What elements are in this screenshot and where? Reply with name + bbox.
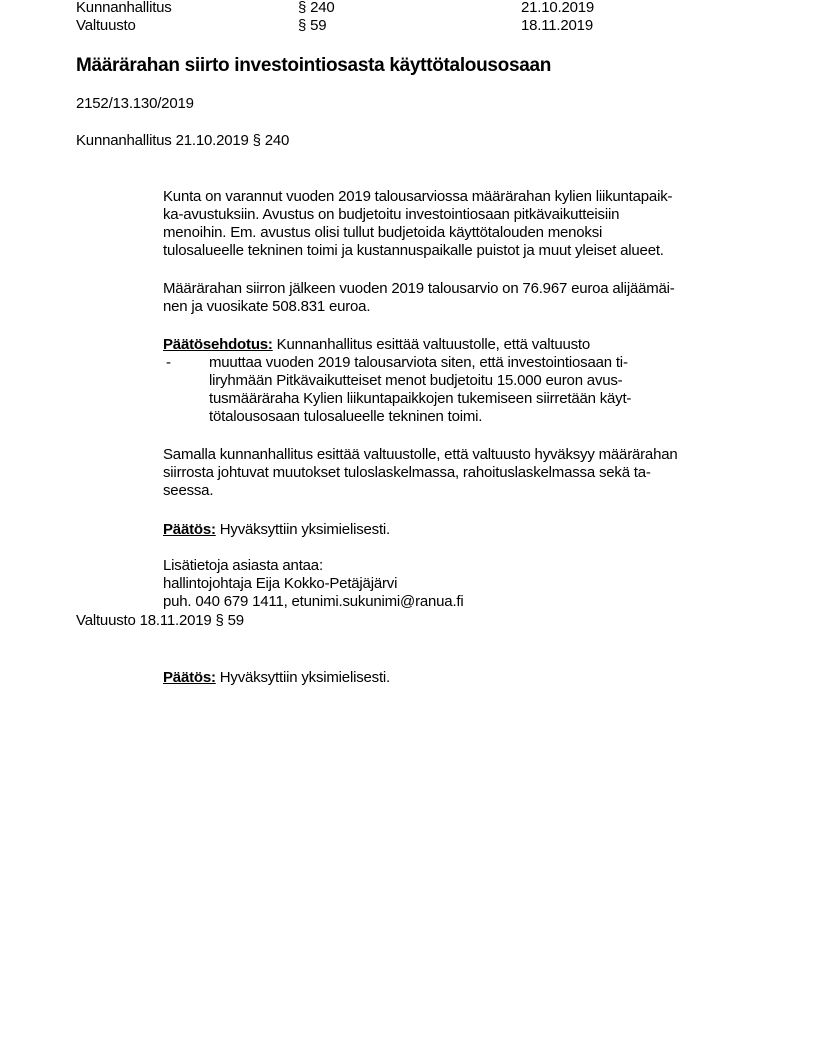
text-line: tusmääräraha Kylien liikuntapaikkojen tukemiseen siirretään käyt-	[209, 390, 632, 407]
decision	[163, 669, 390, 687]
header-body: Kunnanhallitus	[76, 0, 172, 16]
text-line: muuttaa vuoden 2019 talousarviota siten, että investointiosaan ti-	[209, 354, 628, 371]
text-line: seessa.	[163, 482, 214, 499]
document-title: Määrärahan siirto investointiosasta käyttötalousosaan	[76, 55, 552, 76]
decision-text: Hyväksyttiin yksimielisesti.	[215, 669, 391, 686]
text-line: Lisätietoja asiasta antaa:	[163, 557, 323, 574]
proposal-label: Päätösehdotus:	[163, 336, 273, 353]
text-line: siirrosta johtuvat muutokset tuloslaskelmassa, rahoituslaskelmassa sekä ta-	[163, 464, 651, 481]
case-number: 2152/13.130/2019	[76, 95, 194, 112]
dash-bullet: -	[166, 354, 171, 371]
proposal-line	[163, 336, 590, 354]
text-line: puh. 040 679 1411, etunimi.sukunimi@ranua.fi	[163, 593, 464, 610]
header-date: 18.11.2019	[521, 17, 593, 34]
text-line: liryhmään Pitkävaikutteiset menot budjetoitu 15.000 euron avus-	[209, 372, 623, 389]
text-line: nen ja vuosikate 508.831 euroa.	[163, 298, 371, 315]
decision	[163, 521, 390, 539]
decision-label: Päätös:	[163, 669, 216, 686]
text-line: tulosalueelle tekninen toimi ja kustannuspaikalle puistot ja muut yleiset alueet.	[163, 242, 664, 259]
text-line: ka-avustuksiin. Avustus on budjetoitu investointiosaan pitkävaikutteisiin	[163, 206, 620, 223]
meeting-heading: Kunnanhallitus 21.10.2019 § 240	[76, 132, 290, 149]
header-date: 21.10.2019	[521, 0, 595, 16]
text-line: Kunta on varannut vuoden 2019 talousarviossa määrärahan kylien liikuntapaik-	[163, 188, 673, 205]
text-line: hallintojohtaja Eija Kokko-Petäjäjärvi	[163, 575, 398, 592]
text-line: tötalousosaan tulosalueelle tekninen toimi.	[209, 408, 483, 425]
proposal-intro: Kunnanhallitus esittää valtuustolle, että valtuusto	[272, 336, 591, 353]
header-section: § 240	[298, 0, 335, 16]
text-line: Määrärahan siirron jälkeen vuoden 2019 talousarvio on 76.967 euroa alijäämäi-	[163, 280, 675, 297]
meeting-heading: Valtuusto 18.11.2019 § 59	[76, 612, 244, 629]
text-line: menoihin. Em. avustus olisi tullut budjetoida käyttötalouden menoksi	[163, 224, 603, 241]
header-section: § 59	[298, 17, 327, 34]
decision-text: Hyväksyttiin yksimielisesti.	[215, 521, 391, 538]
decision-label: Päätös:	[163, 521, 216, 538]
text-line: Samalla kunnanhallitus esittää valtuustolle, että valtuusto hyväksyy määrärahan	[163, 446, 678, 463]
header-body: Valtuusto	[76, 17, 136, 34]
